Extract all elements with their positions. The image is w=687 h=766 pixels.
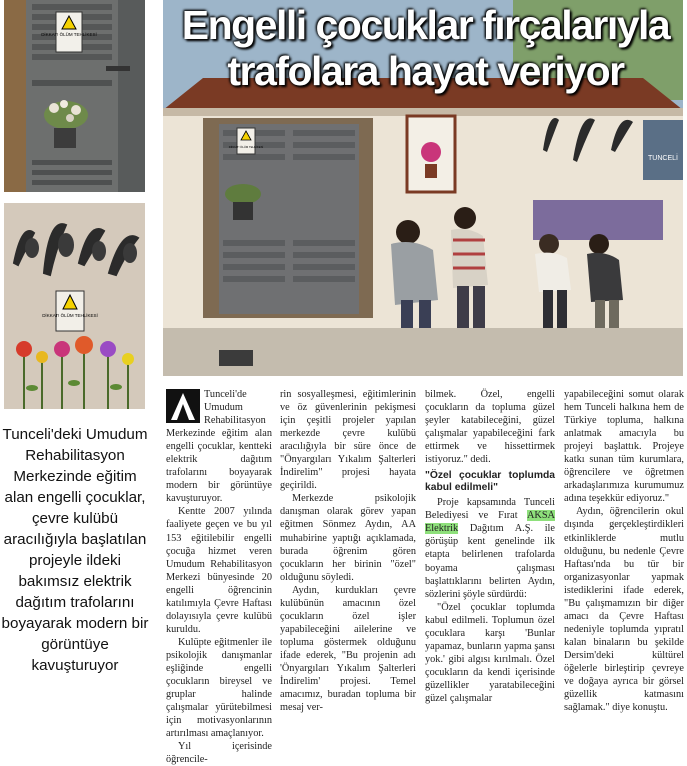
wall-sign-text: DİKKAT! ÖLÜM TEHLİKESİ <box>42 313 98 318</box>
article-paragraph: Kulüpte eğitmenler ile psikolojik danışmanlar eşliğinde engelli çocukların bireysel ve gruplar halinde çalışmalar yürütebilmesi için motivasyonlarının artırılması amaçlanıyor. <box>166 636 272 740</box>
article-paragraph: rin sosyalleşmesi, eğitimlerinin ve öz güvenlerinin pekişmesi için çeşitli projeler yapılan merkezde çevre kulübü aracılığıyla bir süre önce de "Önyargıları Yıkalım Şalterleri İndirelim" projesi hayata geçirildi. <box>280 389 416 492</box>
photo-caption: Tunceli'deki Umudum Rehabilitasyon Merkezinde eğitim alan engelli çocuklar, çevre kulübü aracılığıyla başlatılan projeyle ildeki bakımsız elektrik dağıtım trafolarını boyayarak modern bir görüntüye kavuşturuyor <box>1 426 149 674</box>
painted-wall-illustration <box>4 203 145 409</box>
article-text: Proje kapsamında Tunceli Belediyesi ve Fırat <box>425 497 555 522</box>
headline-line-1: Engelli çocuklar fırçalarıyla <box>181 2 670 48</box>
article-paragraph: Merkezde psikolojik danışman olarak görev yapan eğitmen Sönmez Aydın, AA muhabirine yaptığı açıklamada, burada öğrenim gören çocukların her birinin "özel" olduğunu söyledi. <box>280 493 416 583</box>
dropcap <box>166 389 200 423</box>
article-column-4 <box>564 388 684 714</box>
dropcap-letter-icon <box>166 389 200 423</box>
highlighted-company-name: AKSA Elektrik <box>425 510 555 535</box>
article-column-1 <box>166 388 272 766</box>
photo-transformer-door <box>4 0 145 192</box>
door-sign-text: DİKKAT! ÖLÜM TEHLİKESİ <box>41 32 97 37</box>
photo-painted-wall <box>4 203 145 409</box>
article-paragraph: Yıl içerisinde öğrencile- <box>166 741 272 766</box>
article-paragraph: Aydın, kurdukları çevre kulübünün amacının özel çocukların özel işler yapabileceğini ailelerine ve topluma göstermek olduğunu ifade ederek, "Bu projenin adı 'Önyargıları Yıkalım Şalterleri İndirelim' projesi. Temel amacımız, buradan topluma bir mesaj ver- <box>280 584 416 714</box>
article-intro: Tunceli'de Umudum Rehabilitasyon Merkezinde eğitim alan engelli çocuklar, kentteki elektrik dağıtım trafolarını boyayarak modern bir görüntüye kavuşturuyor. <box>166 389 272 505</box>
headline <box>168 2 683 94</box>
headline-line-2: trafolara hayat veriyor <box>227 48 624 94</box>
article-paragraph: Kentte 2007 yılında faaliyete geçen ve bu yıl 153 eğitilebilir engelli çocuğa hizmet veren Umudum Rehabilitasyon Merkezi bünyesinde 20 engelli öğrencinin katılımıyla Çevre Haftası dolayısıyla çevre kulübü kuruldu. <box>166 506 272 635</box>
article-paragraph <box>425 496 555 600</box>
article-paragraph: yapabileceğini somut olarak hem Tunceli halkına hem de Türkiye topluma, halkına anlatmak amacıyla bu projeyi başlattık. Projeye katkı sunan tüm kurumlara, öğrencilere ve öğretmen arkadaşlarımıza kurumumuz adına teşekkür ediyoruz." <box>564 389 684 505</box>
article-column-2 <box>280 388 416 714</box>
subheading: "Özel çocuklar toplumda kabul edilmeli" <box>425 470 555 494</box>
door-illustration <box>4 0 145 192</box>
article-paragraph: bilmek. Özel, engelli çocukların da topluma güzel şeyler katabileceğini, güzel çalışmalar yapabileceğini fark ettirmek ve hissettirmek istiyoruz." dedi. <box>425 389 555 466</box>
article-text: Dağıtım A.Ş. ile görüşüp kent genelinde ilk etapta belirlenen trafolarda boyama çalışması başlattıklarını belirten Aydın, sözlerini şöyle sürdürdü: <box>425 523 555 600</box>
article-column-3 <box>425 388 555 705</box>
article-paragraph: Aydın, öğrencilerin okul dışında gerçekleştirdikleri etkinliklerde mutlu olduğunu, bu nedenle Çevre Haftası'nda bu tür bir organizasyonlar yapmak istediklerini ifade ederek, "Bu çalışmamızın bir diğer amacı da Çevre Haftası nedeniyle toplumda yıpratıl kalan binaların bu şekilde Dersim'deki kültürel öğelerle birleştirip çevreye ve doğaya ayrıca bir görsel güzellik katmasını sağlamak." diye konuştu. <box>564 506 684 714</box>
main-sign-text: DİKKAT! ÖLÜM TEHLİKESİ <box>228 145 264 149</box>
article-paragraph: "Özel çocuklar toplumda kabul edilmeli. Toplumun özel çocuklara karşı 'Bunlar yapamaz, bunların yapma şansı yok.' gibi algısı kırılmalı. Özel çocukların da kendi içerisinde güzellikler yaratabileceğini güzel çalışmalar <box>425 601 555 704</box>
article-paragraph <box>166 388 272 505</box>
shop-sign-text: TUNCELİ <box>648 155 678 162</box>
